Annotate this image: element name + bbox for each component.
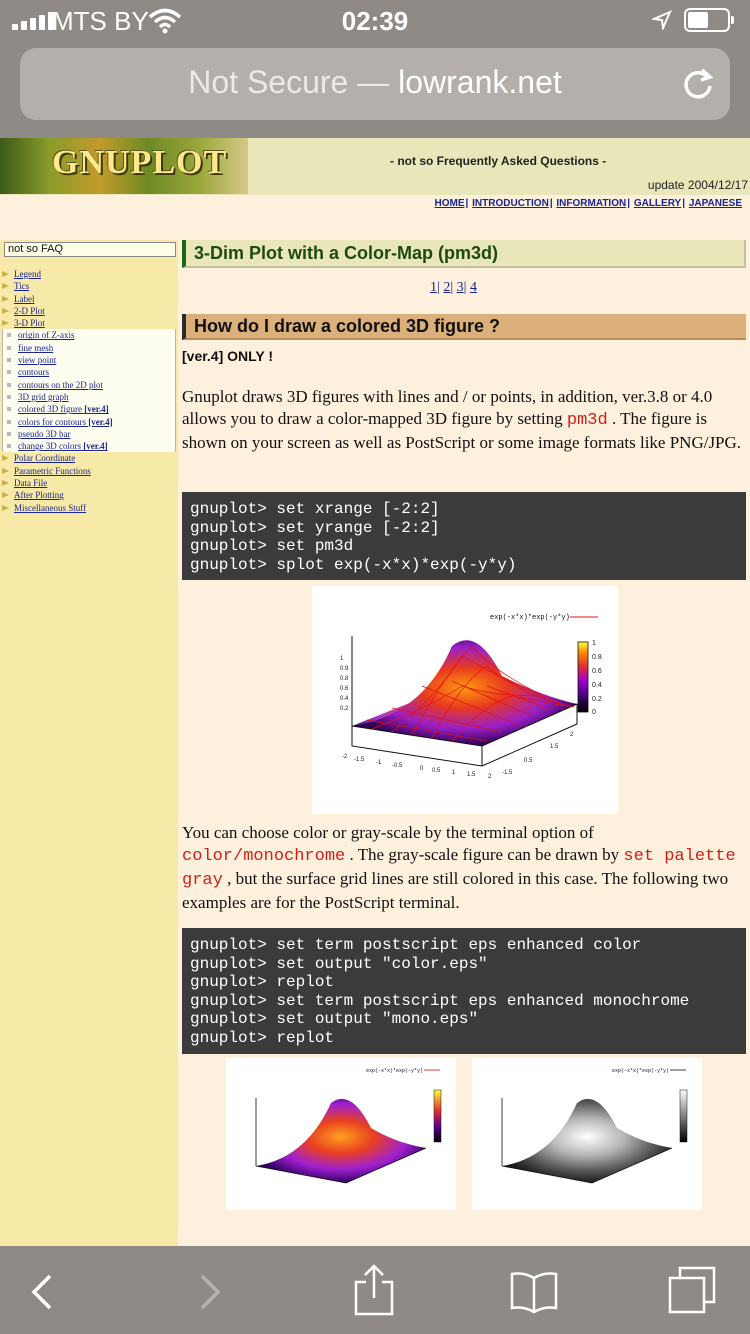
svg-text:1: 1 (592, 640, 596, 647)
url-domain: lowrank.net (398, 64, 562, 100)
subsection-heading: How do I draw a colored 3D figure ? (182, 314, 746, 340)
top-navigation: HOME| INTRODUCTION| INFORMATION| GALLERY| JAPANESE (0, 195, 750, 213)
sidebar-sub-pseudo-3d-bar[interactable]: pseudo 3D bar (3, 428, 175, 440)
nav-information[interactable]: INFORMATION (556, 198, 627, 209)
sidebar-sub-3d-grid[interactable]: 3D grid graph (3, 391, 175, 403)
svg-text:1: 1 (452, 770, 456, 776)
svg-text:0.9: 0.9 (340, 666, 349, 672)
code-block-1: gnuplot> set xrange [-2:2] gnuplot> set yrange [-2:2] gnuplot> set pm3d gnuplot> splot exp(-x*x)*exp(-y*y) (182, 492, 746, 580)
nav-introduction[interactable]: INTRODUCTION (472, 198, 549, 209)
sidebar-item-3d-plot[interactable]: 3-D Plot (0, 317, 178, 329)
browser-toolbar (0, 1246, 750, 1334)
location-arrow-icon (652, 10, 672, 30)
svg-text:-2: -2 (342, 754, 348, 760)
svg-text:-1: -1 (376, 760, 382, 766)
svg-text:0.4: 0.4 (592, 682, 602, 689)
section-heading: 3-Dim Plot with a Color-Map (pm3d) (182, 240, 746, 268)
sidebar-item-parametric[interactable]: Parametric Functions (0, 465, 178, 477)
code-block-2: gnuplot> set term postscript eps enhanced color gnuplot> set output "color.eps" gnuplot> replot gnuplot> set term postscript eps enhanced monochrome gnuplot> set output "mono.eps" gnuplot> replot (182, 928, 746, 1054)
svg-text:0.2: 0.2 (340, 706, 349, 712)
nav-home[interactable]: HOME (434, 198, 465, 209)
url-bar[interactable] (20, 48, 730, 120)
share-icon[interactable] (352, 1264, 396, 1316)
code-color-monochrome: color/monochrome (182, 847, 346, 866)
logo-text: GNUPLOT (52, 144, 228, 181)
status-time: 02:39 (341, 6, 409, 36)
svg-text:0.5: 0.5 (524, 758, 533, 764)
svg-text:0.6: 0.6 (340, 686, 349, 692)
monochrome-figure (472, 1058, 702, 1210)
svg-text:2: 2 (570, 732, 574, 738)
sidebar-sub-change-3d-colors[interactable]: change 3D colors [ver.4] (3, 440, 175, 452)
tabs-icon[interactable] (668, 1266, 718, 1316)
pm3d-figure (312, 586, 618, 814)
colorbar (578, 642, 588, 712)
sidebar-sub-contours[interactable]: contours (3, 366, 175, 378)
svg-text:0.6: 0.6 (592, 668, 602, 675)
sidebar (0, 240, 178, 1246)
sidebar-sub-view-point[interactable]: view point (3, 354, 175, 366)
pager: 1| 2| 3| 4 (430, 280, 477, 295)
page-link-4[interactable]: 4 (469, 280, 477, 295)
svg-text:-0.5: -0.5 (392, 763, 403, 769)
site-subtitle: - not so Frequently Asked Questions - (390, 154, 607, 168)
carrier-name: MTS BY (52, 6, 149, 36)
page-link-1[interactable]: 1 (430, 280, 437, 295)
svg-text:2: 2 (488, 774, 492, 780)
svg-text:-1.5: -1.5 (502, 770, 513, 776)
paragraph-1: Gnuplot draws 3D figures with lines and / or points, in addition, ver.3.8 or 4.0 allows you to draw a color-mapped 3D figure by setting pm3d . The figure is shown on your screen as well as PostScript or some image formats like PNG/JPG. (182, 387, 742, 452)
sidebar-item-data-file[interactable]: Data File (0, 477, 178, 489)
sidebar-item-label[interactable]: Label (0, 293, 178, 305)
nav-japanese[interactable]: JAPANESE (688, 198, 742, 209)
svg-text:0.4: 0.4 (340, 696, 349, 702)
svg-text:1: 1 (340, 656, 344, 662)
paragraph-2: You can choose color or gray-scale by the terminal option of color/monochrome . The gray-scale figure can be drawn by set palette gray , but the surface grid lines are still colored in this case. The following two examples are for the PostScript terminal. (182, 823, 736, 912)
svg-text:0.8: 0.8 (340, 676, 349, 682)
url-separator: — (348, 64, 399, 100)
svg-text:exp(-x*x)*exp(-y*y): exp(-x*x)*exp(-y*y) (366, 1068, 424, 1074)
sidebar-submenu-3d (2, 329, 176, 452)
page-link-2[interactable]: 2 (443, 280, 451, 295)
svg-text:0: 0 (592, 709, 596, 716)
status-bar (0, 0, 750, 40)
svg-text:1.5: 1.5 (550, 744, 559, 750)
update-date: update 2004/12/17 (647, 178, 748, 192)
color-figure (226, 1058, 456, 1210)
svg-text:1.5: 1.5 (467, 772, 476, 778)
sidebar-item-after-plotting[interactable]: After Plotting (0, 489, 178, 501)
forward-icon[interactable] (188, 1270, 232, 1314)
security-label: Not Secure (188, 64, 349, 100)
code-pm3d: pm3d (566, 411, 608, 430)
nav-gallery[interactable]: GALLERY (633, 198, 682, 209)
browser-chrome (0, 0, 750, 138)
sidebar-item-legend[interactable]: Legend (0, 268, 178, 280)
reload-icon[interactable] (680, 66, 716, 102)
sidebar-sub-colors-contours[interactable]: colors for contours [ver.4] (3, 416, 175, 428)
svg-text:0.5: 0.5 (432, 768, 441, 774)
battery-icon (684, 8, 730, 32)
code-set-palette-gray: set palette gray (182, 847, 736, 890)
sidebar-item-polar[interactable]: Polar Coordinate (0, 452, 178, 464)
figure-legend: exp(-x*x)*exp(-y*y) (490, 614, 570, 622)
sidebar-sub-colored-3d[interactable]: colored 3D figure [ver.4] (3, 403, 175, 415)
sidebar-sub-origin-z[interactable]: origin of Z-axis (3, 329, 175, 341)
svg-text:0.2: 0.2 (592, 696, 602, 703)
svg-text:0: 0 (420, 766, 424, 772)
svg-text:exp(-x*x)*exp(-y*y): exp(-x*x)*exp(-y*y) (612, 1068, 670, 1074)
sidebar-item-misc[interactable]: Miscellaneous Stuff (0, 502, 178, 514)
sidebar-sub-contours-2d[interactable]: contours on the 2D plot (3, 379, 175, 391)
sidebar-sub-fine-mesh[interactable]: fine mesh (3, 342, 175, 354)
sidebar-title: not so FAQ (4, 242, 176, 257)
page-link-3[interactable]: 3 (456, 280, 464, 295)
sidebar-item-tics[interactable]: Tics (0, 280, 178, 292)
svg-text:0.8: 0.8 (592, 654, 602, 661)
site-logo[interactable] (0, 138, 248, 194)
version-note: [ver.4] ONLY ! (182, 348, 274, 364)
sidebar-item-2d-plot[interactable]: 2-D Plot (0, 305, 178, 317)
svg-text:-1.5: -1.5 (354, 757, 365, 763)
back-icon[interactable] (20, 1270, 64, 1314)
bookmarks-icon[interactable] (508, 1270, 560, 1314)
